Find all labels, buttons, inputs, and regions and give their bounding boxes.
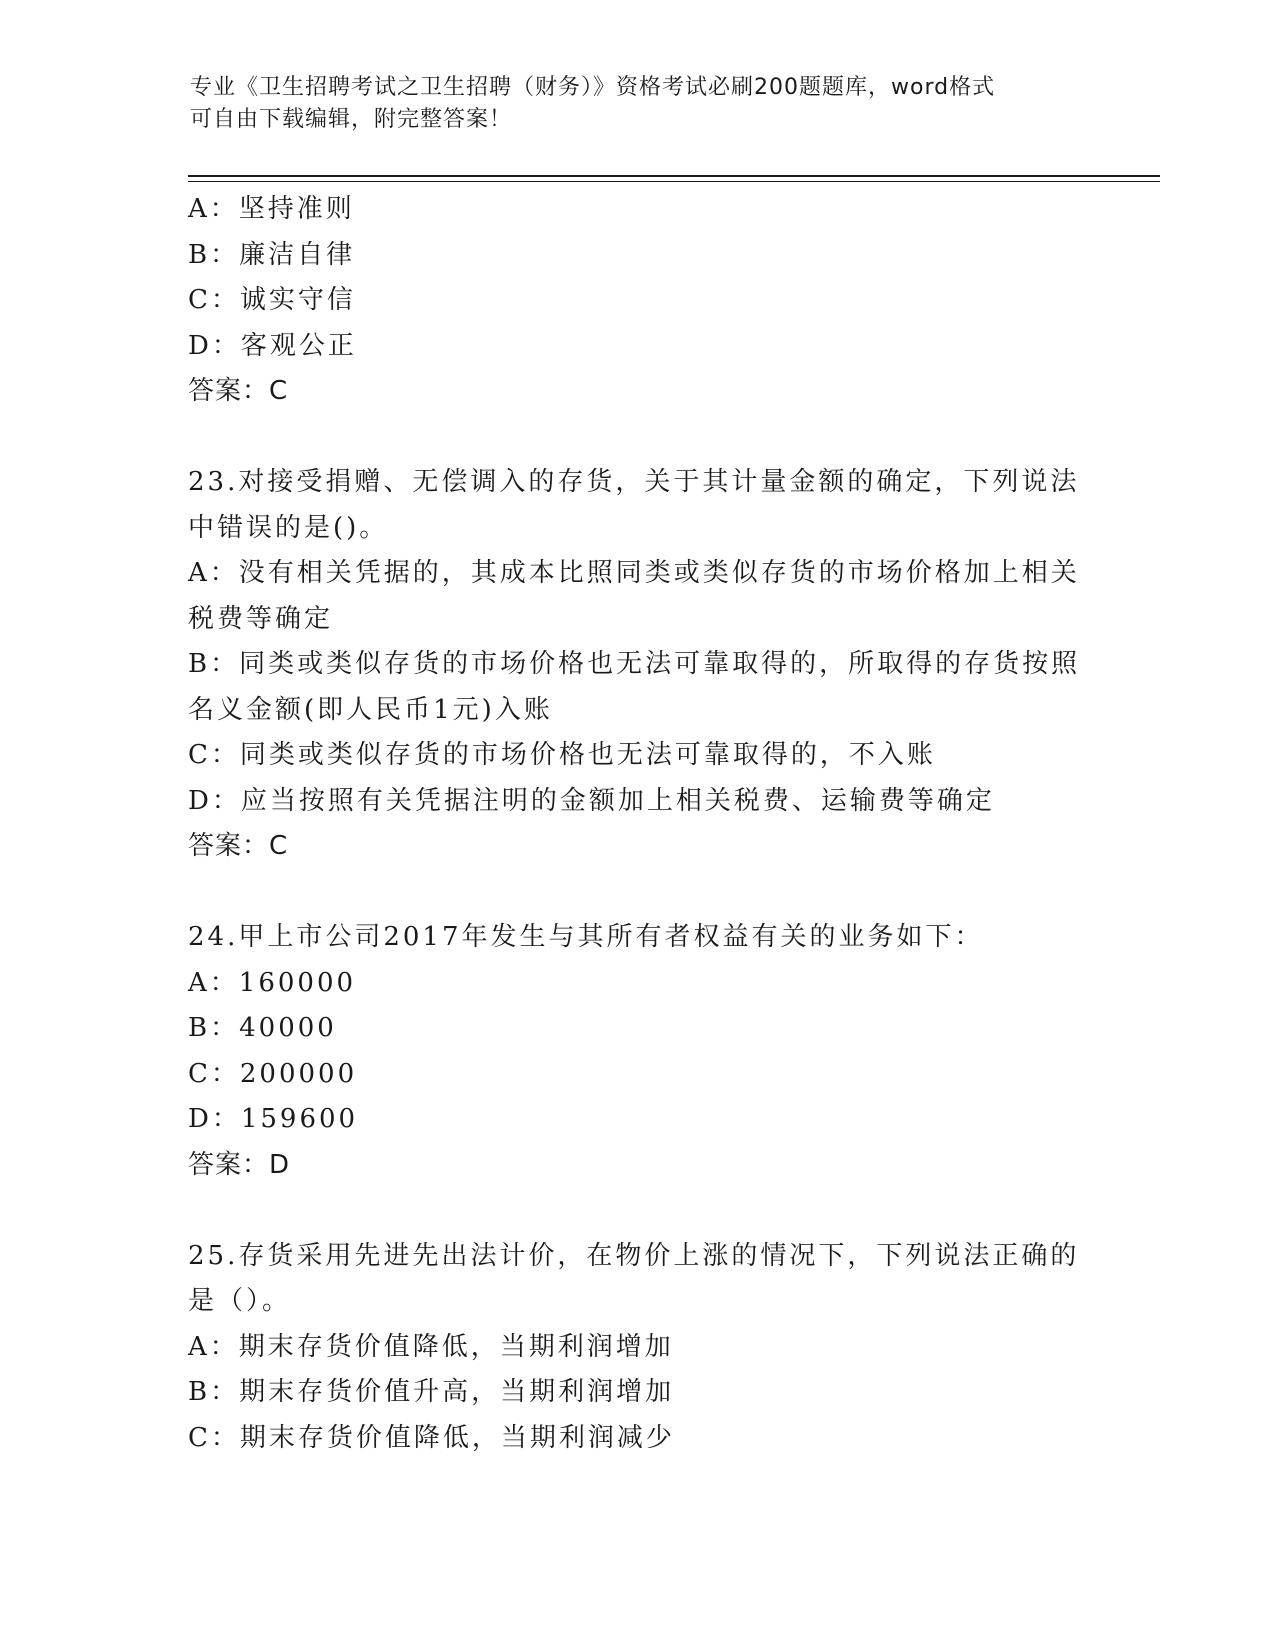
option-d: D：应当按照有关凭据注明的金额加上相关税费、运输费等确定 <box>188 785 995 816</box>
question-stem-line-1: 23.对接受捐赠、无偿调入的存货，关于其计量金额的确定，下列说法 <box>188 467 1080 497</box>
header-divider-thick <box>188 175 1160 177</box>
option-b: B：期末存货价值升高，当期利润增加 <box>188 1377 675 1407</box>
option-d: D：客观公正 <box>188 330 357 361</box>
spacer <box>188 1188 1088 1234</box>
header-title-line-1: 专业《卫生招聘考试之卫生招聘（财务）》资格考试必刷200题题库，word格式 <box>190 75 996 100</box>
option-b: B：廉洁自律 <box>188 239 356 270</box>
option-b-line-2: 名义金额(即人民币1元)入账 <box>188 694 553 725</box>
question-stem-line-2: 中错误的是()。 <box>188 512 389 543</box>
document-header <box>190 72 1090 136</box>
answer-label: 答案：C <box>188 831 289 861</box>
option-a-line-1: A：没有相关凭据的，其成本比照同类或类似存货的市场价格加上相关 <box>188 558 1080 588</box>
option-a-line-2: 税费等确定 <box>188 603 334 634</box>
option-c: C：诚实守信 <box>188 285 356 315</box>
option-d: D：159600 <box>188 1104 359 1134</box>
spacer <box>188 870 1088 916</box>
option-c: C：同类或类似存货的市场价格也无法可靠取得的，不入账 <box>188 740 936 770</box>
option-c: C：200000 <box>188 1058 358 1089</box>
answer-label: 答案：D <box>188 1149 291 1180</box>
question-stem: 24.甲上市公司2017年发生与其所有者权益有关的业务如下： <box>188 922 984 952</box>
option-a: A：期末存货价值降低，当期利润增加 <box>188 1331 674 1362</box>
option-b: B：40000 <box>188 1013 337 1043</box>
option-b-line-1: B：同类或类似存货的市场价格也无法可靠取得的，所取得的存货按照 <box>188 649 1081 679</box>
question-stem-line-1: 25.存货采用先进先出法计价，在物价上涨的情况下，下列说法正确的 <box>188 1240 1080 1271</box>
question-list <box>188 187 1088 1461</box>
option-a: A：坚持准则 <box>188 194 355 224</box>
option-c: C：期末存货价值降低，当期利润减少 <box>188 1422 675 1453</box>
question-24 <box>188 915 1088 1188</box>
header-divider-thin <box>188 181 1160 182</box>
question-stem-line-2: 是（）。 <box>188 1286 292 1316</box>
question-25 <box>188 1234 1088 1462</box>
header-title-line-2: 可自由下载编辑，附完整答案！ <box>190 107 513 132</box>
question-22 <box>188 187 1088 415</box>
question-23 <box>188 460 1088 870</box>
answer-label: 答案：C <box>188 376 289 406</box>
spacer <box>188 415 1088 461</box>
option-a: A：160000 <box>188 967 357 998</box>
